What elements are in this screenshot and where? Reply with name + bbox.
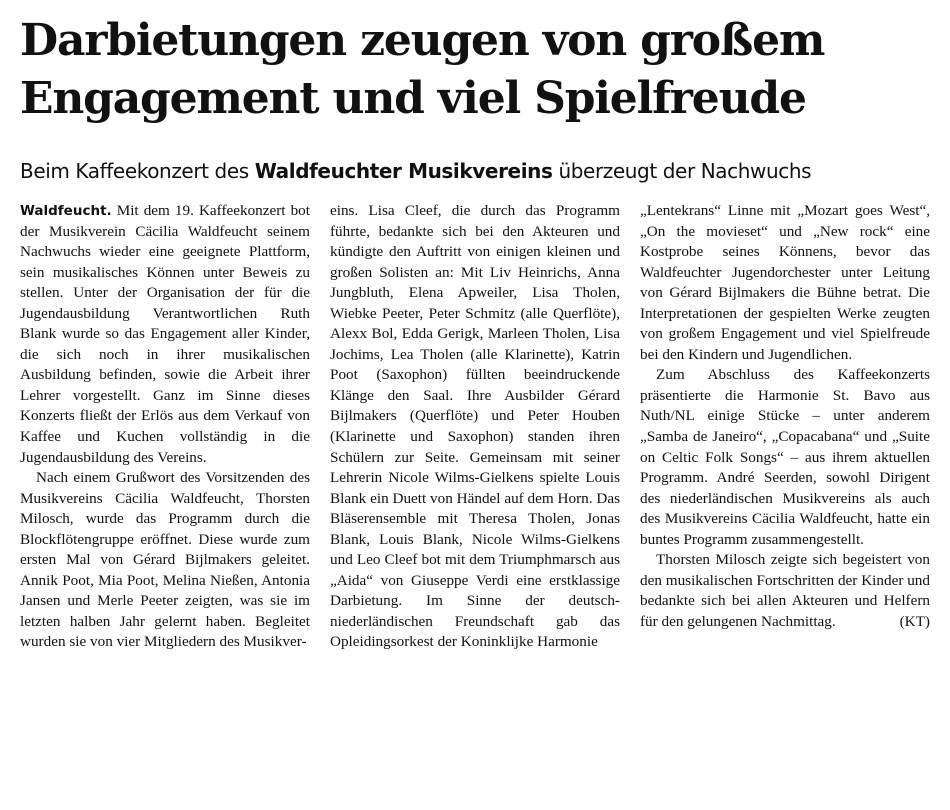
subhead-text-start: Beim Kaffeekonzert des [20, 159, 255, 183]
author-initials: (KT) [899, 612, 930, 630]
column-1 [20, 201, 310, 806]
column-3 [640, 201, 930, 806]
paragraph-text: Mit dem 19. Kaffeekonzert bot der Musikverein Cäcilia Waldfeucht seinem Nachwuchs wieder eine geeignete Plattform, sein musikalisches Können unter Beweis zu stellen. Unter der Organisation der für die Jugendausbildung Verantwortlichen Ruth Blank wurde so das Engagement aller Kinder, die sich noch in ihrer musikalischen Ausbildung befinden, sowie die Arbeit ihrer Lehrer vorgestellt. Ganz im Sinne dieses Konzerts fließt der Erlös aus dem Verkauf von Kaffee und Kuchen vollständig in die Jugendausbildung des Vereins. [20, 202, 310, 466]
paragraph: Nach einem Grußwort des Vorsitzenden des Musikvereins Cäcilia Waldfeucht, Thorsten Milosch, wurde das Programm durch die Blockflötengruppe eröffnet. Diese wurde zum ersten Mal von Gérard Bijlmakers geleitet. Annik Poot, Mia Poot, Melina Nießen, Antonia Jansen und Merle Peeter zeigten, was sie im letzten halben Jahr gelernt haben. Begleitet wurden sie von vier Mitgliedern des Musikver- [20, 469, 310, 651]
paragraph: Zum Abschluss des Kaffeekonzerts präsentierte die Harmonie St. Bavo aus Nuth/NL einige Stücke – unter anderem „Samba de Janeiro“, „Copacabana“ und „Suite on Celtic Folk Songs“ – aus ihrem aktuellen Programm. André Seerden, sowohl Dirigent des niederländischen Musikvereins als auch des Musikvereins Cäcilia Waldfeucht, hatte ein buntes Programm zusammengestellt. [640, 366, 930, 548]
paragraph [640, 550, 930, 632]
article-body [20, 201, 930, 806]
dateline: Waldfeucht. [20, 203, 112, 219]
subhead-bold: Waldfeuchter Musikvereins [254, 159, 553, 183]
column-2 [330, 201, 620, 806]
paragraph-text: Thorsten Milosch zeigte sich begeistert von den musikalischen Fortschritten der Kinder und bedankte sich bei allen Akteuren und Helfern für den gelungenen Nachmittag. [640, 551, 930, 630]
headline-line-2: Engagement und viel Spielfreude [20, 73, 806, 124]
headline [20, 12, 940, 128]
paragraph [20, 201, 310, 468]
paragraph: „Lentekrans“ Linne mit „Mozart goes West“, „On the movieset“ und „New rock“ eine Kostprobe seines Könnens, bevor das Waldfeuchter Jugendorchester unter Leitung von Gérard Bijlmakers die Bühne betrat. Die Interpretationen der gespielten Werke zeugten von großem Engagement und viel Spielfreude bei den Kindern und Jugendlichen. [640, 202, 930, 363]
headline-line-1: Darbietungen zeugen von großem [20, 15, 825, 66]
subheadline [20, 157, 940, 185]
subhead-text-end: überzeugt der Nachwuchs [552, 159, 812, 183]
paragraph: eins. Lisa Cleef, die durch das Programm führte, bedankte sich bei den Akteuren und kündigte den Auftritt von einigen kleinen und großen Solisten an: Mit Liv Heinrichs, Anna Jungbluth, Elena Apweiler, Lisa Tholen, Wiebke Peeter, Peter Schmitz (alle Querflöte), Alexx Bol, Edda Gerigk, Marleen Tholen, Lisa Jochims, Lea Tholen (alle Klarinette), Katrin Poot (Saxophon) füllten beeindruckende Klänge den Saal. Ihre Ausbilder Gérard Bijlmakers (Querflöte) und Peter Houben (Klarinette und Saxophon) standen ihren Schülern zur Seite. Gemeinsam mit seiner Lehrerin Nicole Wilms-Gielkens spielte Louis Blank ein Duett von Händel auf dem Horn. Das Bläserensemble mit Theresa Tholen, Jonas Blank, Louis Blank, Nicole Wilms-Gielkens und Leo Cleef bot mit dem Triumphmarsch aus „Aida“ von Giuseppe Verdi eine erstklassige Darbietung. Im Sinne der deutsch-niederländischen Freundschaft gab das Opleidingsorkest der Koninklijke Harmonie [330, 202, 620, 651]
